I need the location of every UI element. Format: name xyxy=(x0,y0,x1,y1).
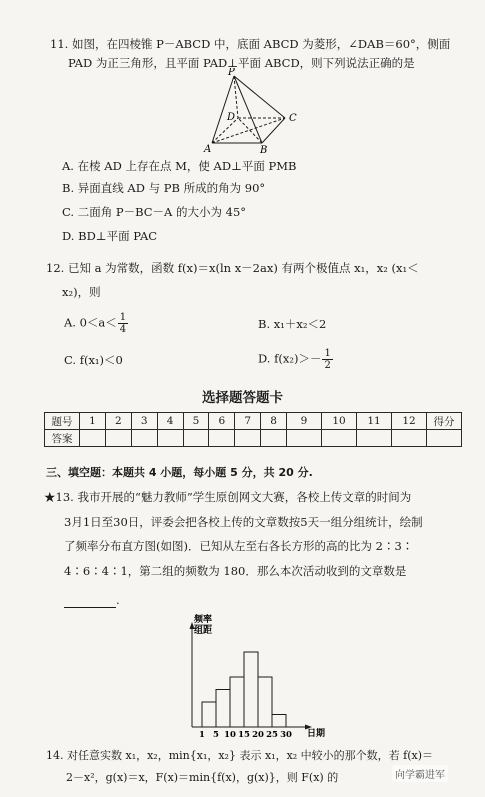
frac-num: 1 xyxy=(119,312,127,323)
answer-card-cell: 6 xyxy=(209,413,235,430)
answer-card-cell: 11 xyxy=(357,413,392,430)
answer-slot xyxy=(105,430,131,447)
x-tick-label: 10 xyxy=(224,730,236,740)
answer-card-cell: 2 xyxy=(105,413,131,430)
answer-card-cell: 4 xyxy=(157,413,183,430)
histogram-bar xyxy=(230,677,244,727)
answer-slot xyxy=(131,430,157,447)
answer-card-cell: 3 xyxy=(131,413,157,430)
answer-card-header-row xyxy=(45,413,462,430)
q12-option-a-text: A. 0＜a＜ xyxy=(64,315,117,330)
fraction-one-quarter xyxy=(118,312,128,335)
histogram-axes xyxy=(190,622,313,730)
answer-card-cell: 12 xyxy=(392,413,427,430)
answer-slot xyxy=(357,430,392,447)
answer-card-cell: 7 xyxy=(235,413,261,430)
label-D: D xyxy=(227,112,236,123)
q11-option-c: C. 二面角 P－BC－A 的大小为 45° xyxy=(62,205,247,219)
q14-line1: 14. 对任意实数 x₁，x₂，min{x₁，x₂} 表示 x₁，x₂ 中较小的那个数，若 f(x)＝ xyxy=(46,749,434,762)
q12-option-d xyxy=(258,348,334,371)
q12-line2: x₂)，则 xyxy=(62,285,101,299)
q11-line2: PAD 为正三角形，且平面 PAD⊥平面 ABCD，则下列说法正确的是 xyxy=(68,56,415,70)
x-tick-label: 1 xyxy=(199,730,205,740)
answer-slot xyxy=(183,430,209,447)
q11-option-d: D. BD⊥平面 PAC xyxy=(62,229,158,243)
q11-option-a: A. 在棱 AD 上存在点 M，使 AD⊥平面 PMB xyxy=(62,159,297,173)
fraction-one-half xyxy=(322,348,332,371)
x-tick-label: 15 xyxy=(238,730,250,740)
q12-option-d-text: D. f(x₂)＞－ xyxy=(258,351,322,366)
answer-blank xyxy=(64,595,116,608)
answer-card-title: 选择题答题卡 xyxy=(202,390,283,406)
answer-card-answer-row xyxy=(45,430,462,447)
histogram-bar xyxy=(202,702,216,727)
watermark: 向学霸进军 xyxy=(392,765,448,782)
answer-card-cell: 10 xyxy=(322,413,357,430)
label-B: B xyxy=(260,145,268,153)
q13-period: . xyxy=(116,593,120,607)
answer-slot xyxy=(261,430,287,447)
label-A: A xyxy=(204,144,212,153)
answer-slot xyxy=(392,430,427,447)
answer-card-cell: 答案 xyxy=(45,430,80,447)
y-label-line2: 组距 xyxy=(194,626,213,636)
answer-slot xyxy=(209,430,235,447)
q13-line3: 了频率分布直方图(如图)．已知从左至右各长方形的高的比为 2∶3∶ xyxy=(64,539,414,553)
q13-line1: ★13. 我市开展的“魅力教师”学生原创网文大赛，各校上传文章的时间为 xyxy=(44,490,412,504)
answer-card-table xyxy=(44,412,462,447)
frac-num: 1 xyxy=(324,348,331,359)
q12-option-c: C. f(x₁)＜0 xyxy=(64,353,123,367)
x-tick-label: 30 xyxy=(280,730,292,740)
frac-den: 4 xyxy=(119,324,127,335)
histogram-bar xyxy=(244,652,258,727)
answer-slot xyxy=(322,430,357,447)
x-label: 日期 xyxy=(307,729,326,739)
answer-card-cell: 得分 xyxy=(427,413,462,430)
x-tick-label: 20 xyxy=(252,730,264,740)
q13-line5 xyxy=(64,592,120,608)
histogram-bar xyxy=(216,690,230,728)
answer-slot xyxy=(235,430,261,447)
pyramid-diagram xyxy=(200,68,315,153)
y-label-line1: 频率 xyxy=(194,615,213,625)
q12-option-b: B. x₁＋x₂＜2 xyxy=(258,317,327,331)
frac-den: 2 xyxy=(324,360,331,371)
q14-line2: 2－x²，g(x)＝x，F(x)＝min{f(x)，g(x)}，则 F(x) 的 xyxy=(66,771,339,784)
answer-slot xyxy=(157,430,183,447)
histogram-bars xyxy=(202,652,286,727)
histogram-bar xyxy=(272,715,286,728)
frequency-histogram xyxy=(180,612,330,742)
label-P: P xyxy=(228,68,235,78)
x-tick-label: 25 xyxy=(266,730,278,740)
answer-card-cell: 1 xyxy=(80,413,106,430)
q11-option-b: B. 异面直线 AD 与 PB 所成的角为 90° xyxy=(62,181,266,195)
q13-line2: 3月1日至30日，评委会把各校上传的文章数按5天一组分组统计，绘制 xyxy=(64,515,423,529)
answer-card-cell: 5 xyxy=(183,413,209,430)
answer-card-cell: 9 xyxy=(287,413,322,430)
label-C: C xyxy=(289,113,297,124)
x-tick-label: 5 xyxy=(213,730,219,740)
answer-slot xyxy=(427,430,462,447)
q11-line1: 11. 如图，在四棱锥 P－ABCD 中，底面 ABCD 为菱形，∠DAB＝60°，侧面 xyxy=(50,37,451,51)
answer-card-cell: 8 xyxy=(261,413,287,430)
q12-line1: 12. 已知 a 为常数，函数 f(x)＝x(ln x－2ax) 有两个极值点 x₁，x₂ (x₁＜ xyxy=(46,261,419,275)
histogram-ticks xyxy=(199,730,292,740)
answer-slot xyxy=(80,430,106,447)
histogram-bar xyxy=(258,677,272,727)
answer-slot xyxy=(287,430,322,447)
q13-line4: 4∶6∶4∶1，第二组的频数为 180．那么本次活动收到的文章数是 xyxy=(64,564,407,578)
answer-card-cell: 题号 xyxy=(45,413,80,430)
section-3-heading: 三、填空题：本题共 4 小题，每小题 5 分，共 20 分. xyxy=(46,466,313,479)
q12-option-a xyxy=(64,312,129,335)
